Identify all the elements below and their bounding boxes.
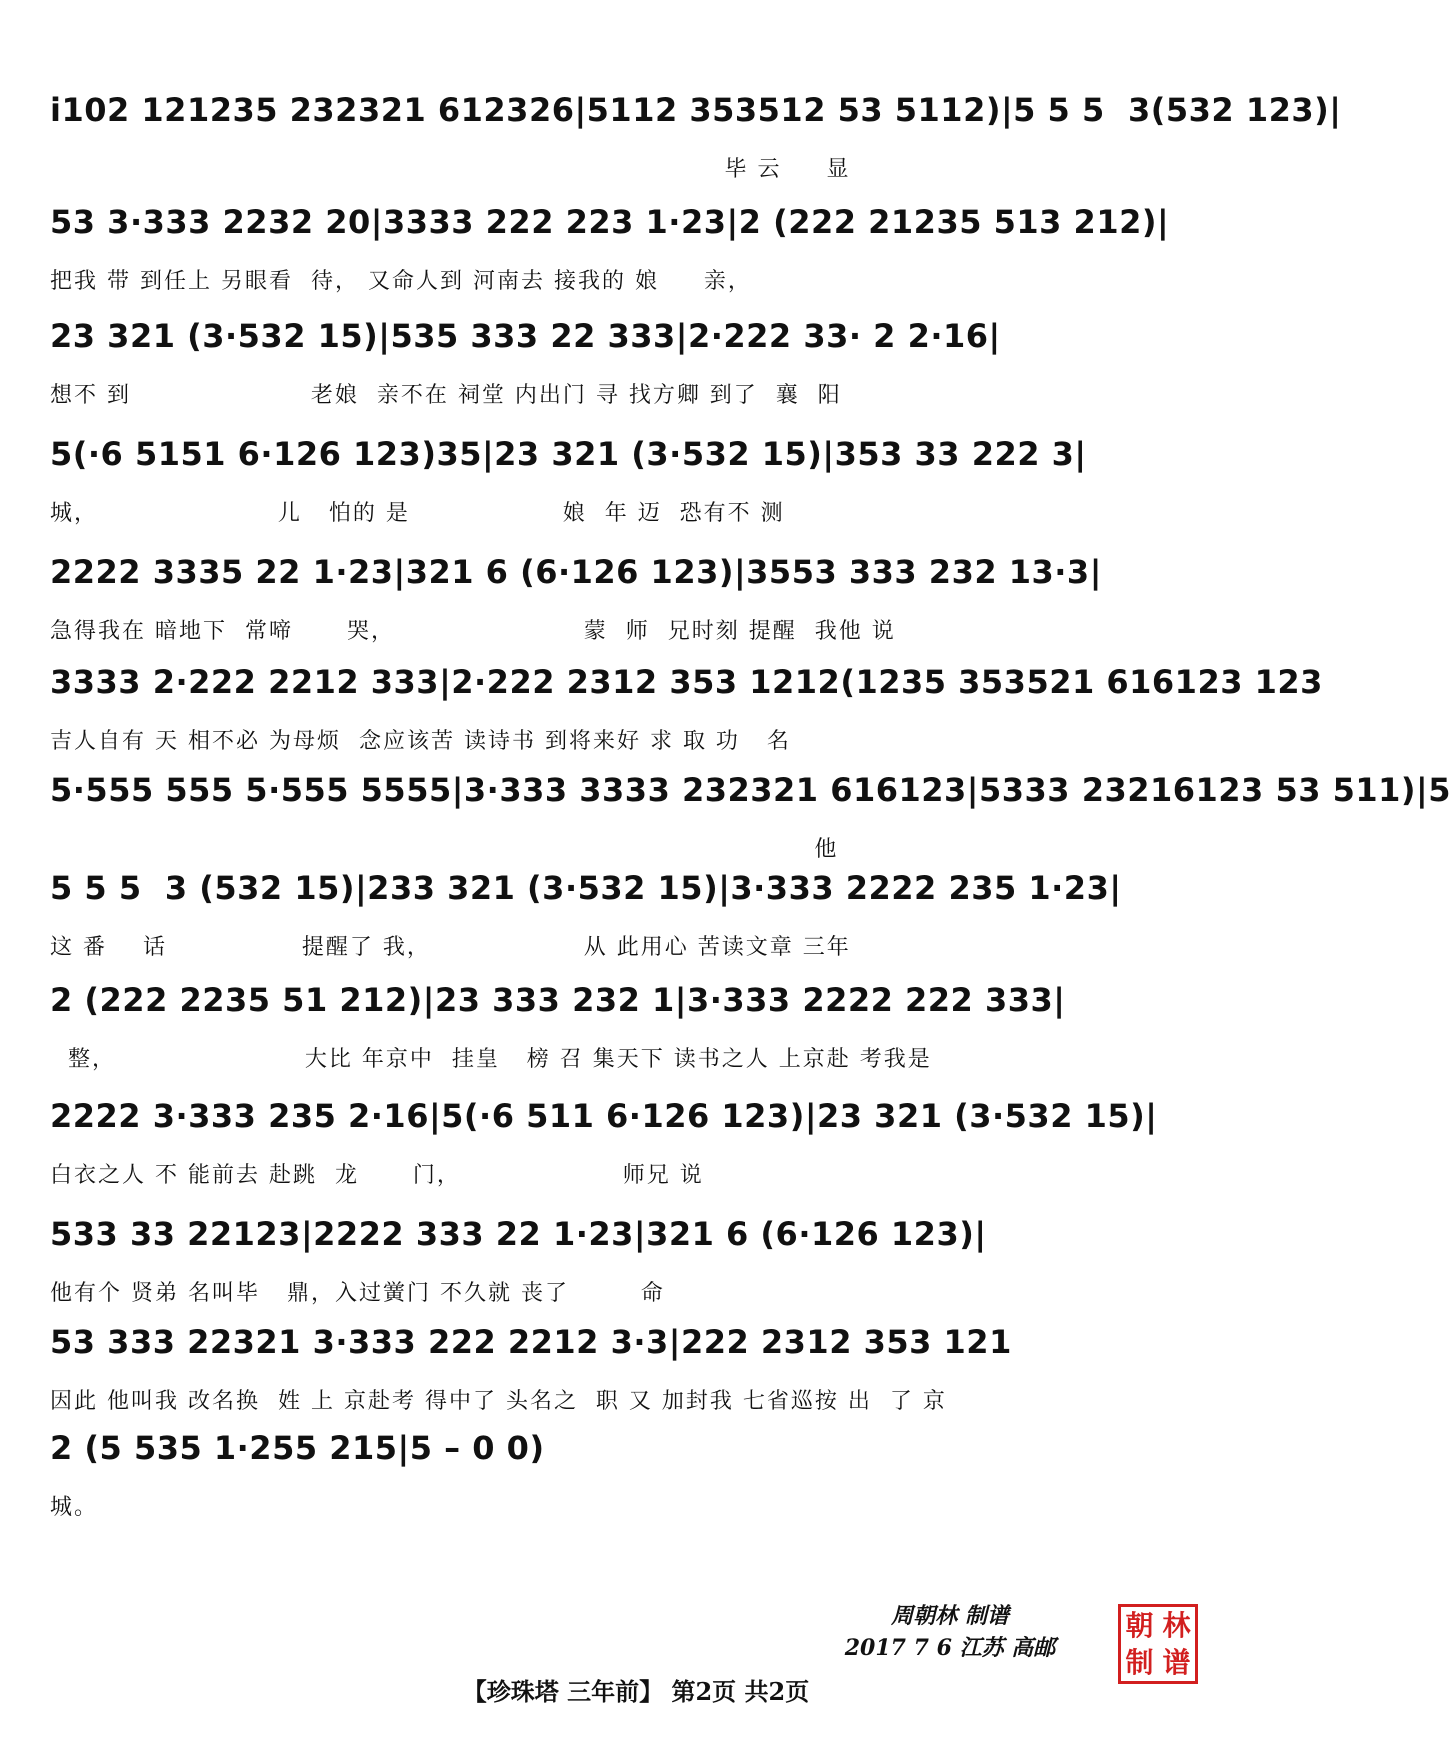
arranger-name: 周朝林 制谱 [891, 1603, 1009, 1629]
lyrics-line: 城。 [50, 1495, 99, 1520]
score-system-5 [50, 542, 1228, 662]
lyrics-line: 城， 儿 怕的 是 娘 年 迈 恐有不 测 [50, 501, 785, 526]
lyrics-line: 想不 到 老娘 亲不在 祠堂 内出门 寻 找方卿 到了 襄 阳 [50, 383, 842, 408]
score-system-2 [50, 192, 1228, 312]
numbered-notation-line: 2 (222 2235 51 212)|23 333 232 1|3·333 2222 222 333| [50, 981, 1066, 1019]
numbered-notation-line: 5·555 555 5·555 5555|3·333 3333 232321 616123|5333 23216123 53 511)|5 [50, 771, 1451, 809]
numbered-notation-line: 23 321 (3·532 15)|535 333 22 333|2·222 33· 2 2·16| [50, 317, 1001, 355]
score-system-9 [50, 970, 1228, 1090]
seal-char: 林 [1162, 1609, 1191, 1642]
lyrics-line: 毕 云 显 [50, 157, 851, 182]
numbered-notation-line: 533 33 22123|2222 333 22 1·23|321 6 (6·126 123)| [50, 1215, 987, 1253]
score-system-12 [50, 1312, 1228, 1432]
lyrics-line: 急得我在 暗地下 常啼 哭， 蒙 师 兄时刻 提醒 我他 说 [50, 619, 896, 644]
seal-char: 朝 [1125, 1609, 1154, 1642]
seal-char: 谱 [1162, 1646, 1191, 1679]
score-system-10 [50, 1086, 1228, 1206]
score-system-1 [50, 80, 1342, 200]
score-system-11 [50, 1204, 1228, 1324]
numbered-notation-line: 5(·6 5151 6·126 123)35|23 321 (3·532 15)|353 33 222 3| [50, 435, 1087, 473]
seal-char: 制 [1125, 1646, 1154, 1679]
arranger-credit [820, 1600, 1080, 1664]
score-system-8 [50, 858, 1228, 978]
score-system-4 [50, 424, 1228, 544]
numbered-notation-line: 3333 2·222 2212 333|2·222 2312 353 1212(1235 353521 616123 123 [50, 663, 1323, 701]
lyrics-line: 把我 带 到任上 另眼看 待， 又命人到 河南去 接我的 娘 亲， [50, 269, 752, 294]
numbered-notation-line: 53 3·333 2232 20|3333 222 223 1·23|2 (222 21235 513 212)| [50, 203, 1170, 241]
lyrics-line: 他 [50, 837, 839, 862]
numbered-notation-line: 2222 3·333 235 2·16|5(·6 511 6·126 123)|23 321 (3·532 15)| [50, 1097, 1158, 1135]
numbered-notation-line: 5 5 5 3 (532 15)|233 321 (3·532 15)|3·333 2222 235 1·23| [50, 869, 1122, 907]
lyrics-line: 整， 大比 年京中 挂皇 榜 召 集天下 读书之人 上京赴 考我是 [50, 1047, 932, 1072]
lyrics-line: 因此 他叫我 改名换 姓 上 京赴考 得中了 头名之 职 又 加封我 七省巡按 出 了 京 [50, 1389, 947, 1414]
numbered-notation-line: i102 121235 232321 612326|5112 353512 53 5112)|5 5 5 3(532 123)| [50, 91, 1342, 129]
numbered-notation-line: 2 (5 535 1·255 215|5 – 0 0) [50, 1429, 545, 1467]
arrangement-date-place: 2017 7 6 江苏 高邮 [844, 1635, 1056, 1661]
score-system-13 [50, 1418, 1228, 1538]
score-system-3 [50, 306, 1228, 426]
numbered-notation-line: 53 333 22321 3·333 222 2212 3·3|222 2312 353 121 [50, 1323, 1012, 1361]
numbered-notation-line: 2222 3335 22 1·23|321 6 (6·126 123)|3553 333 232 13·3| [50, 553, 1102, 591]
lyrics-line: 他有个 贤弟 名叫毕 鼎，入过黉门 不久就 丧了 命 [50, 1281, 665, 1306]
page-footer: 【珍珠塔 三年前】 第2页 共2页 [462, 1677, 810, 1706]
lyrics-line: 白衣之人 不 能前去 赴跳 龙 门， 师兄 说 [50, 1163, 704, 1188]
lyrics-line: 这 番 话 提醒了 我， 从 此用心 苦读文章 三年 [50, 935, 851, 960]
score-system-6 [50, 652, 1323, 772]
lyrics-line: 吉人自有 天 相不必 为母烦 念应该苦 读诗书 到将来好 求 取 功 名 [50, 729, 791, 754]
